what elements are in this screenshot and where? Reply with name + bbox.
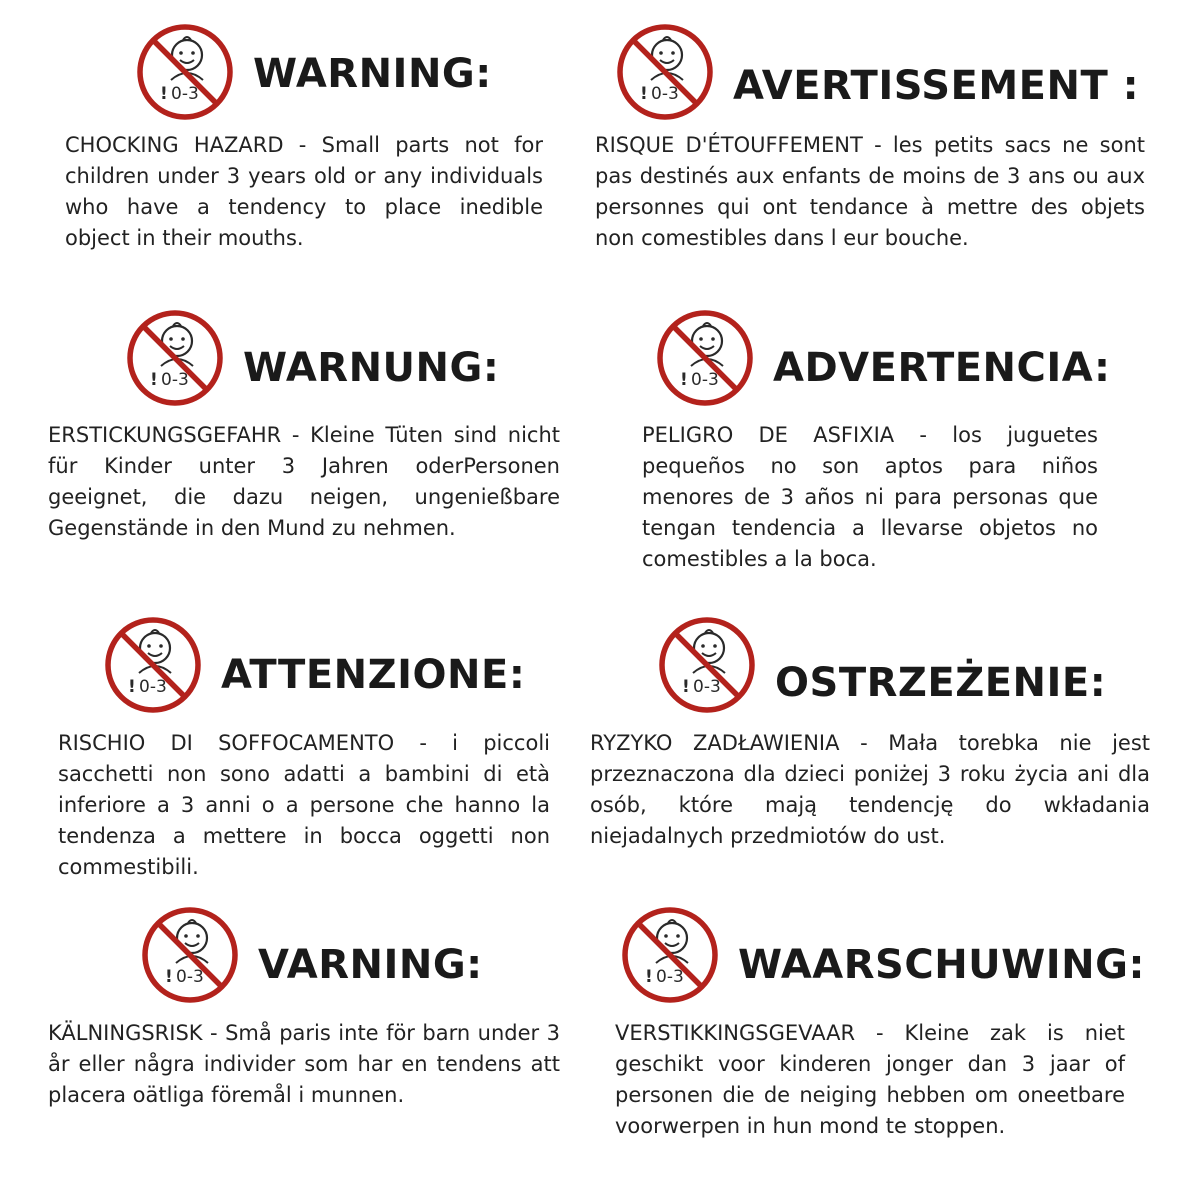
icon-graphic bbox=[657, 615, 757, 715]
no-children-under-3-icon bbox=[655, 308, 755, 408]
warning-body-de: - Kleine Tüten sind nicht für Kinder unter 3 Jahren oderPersonen geeignet, die dazu neigen, ungenießbare Gegenstände in den Mund zu nehmen. bbox=[48, 423, 560, 540]
icon-age-label: 0-3 bbox=[161, 370, 189, 390]
icon-exclamation: ! bbox=[150, 370, 158, 390]
icon-graphic bbox=[620, 905, 720, 1005]
warning-body-es: - los juguetes pequeños no son aptos para niños menores de 3 años ni para personas que tengan tendencia a llevarse objetos no comestibles a la boca. bbox=[642, 423, 1098, 571]
warning-lead-es: PELIGRO DE ASFIXIA bbox=[642, 423, 895, 447]
icon-graphic bbox=[615, 22, 715, 122]
icon-exclamation: ! bbox=[165, 967, 173, 987]
warning-lead-fr: RISQUE D'ÉTOUFFEMENT bbox=[595, 133, 863, 157]
icon-exclamation: ! bbox=[680, 370, 688, 390]
icon-graphic bbox=[125, 308, 225, 408]
no-children-under-3-icon bbox=[125, 308, 225, 408]
warning-text-fr bbox=[595, 130, 1145, 254]
no-children-under-3-icon bbox=[135, 22, 235, 122]
icon-age-label: 0-3 bbox=[651, 84, 679, 104]
warning-body-en: - Small parts not for children under 3 years old or any individuals who have a tendency to place inedible object in their mouths. bbox=[65, 133, 543, 250]
icon-age-label: 0-3 bbox=[693, 677, 721, 697]
warning-body-nl: - Kleine zak is niet geschikt voor kinderen jonger dan 3 jaar of personen die de neiging hebben om oneetbare voorwerpen in hun mond te stoppen. bbox=[615, 1021, 1125, 1138]
icon-age-label: 0-3 bbox=[656, 967, 684, 987]
icon-graphic bbox=[103, 615, 203, 715]
no-children-under-3-icon bbox=[140, 905, 240, 1005]
no-children-under-3-icon bbox=[657, 615, 757, 715]
warning-body-it: - i piccoli sacchetti non sono adatti a bambini di età inferiore a 3 anni o a persone che hanno la tendenza a mettere in bocca oggetti non commestibili. bbox=[58, 731, 550, 879]
warning-lead-de: ERSTICKUNGSGEFAHR bbox=[48, 423, 282, 447]
icon-age-label: 0-3 bbox=[691, 370, 719, 390]
warning-title-nl: WAARSCHUWING: bbox=[738, 942, 1145, 988]
warning-lead-sv: KÄLNINGSRISK bbox=[48, 1021, 203, 1045]
warning-body-pl: - Mała torebka nie jest przeznaczona dla dzieci poniżej 3 roku życia ani dla osób, które mają tendencję do wkładania niejadalnych przedmiotów do ust. bbox=[590, 731, 1151, 848]
warning-text-it bbox=[58, 728, 550, 883]
warning-lead-pl: RYZYKO ZADŁAWIENIA bbox=[590, 731, 840, 755]
warning-title-en: WARNING: bbox=[253, 51, 492, 97]
warning-body-sv: - Små paris inte för barn under 3 år eller några individer som har en tendens att placera oätliga föremål i munnen. bbox=[48, 1021, 560, 1107]
icon-exclamation: ! bbox=[160, 84, 168, 104]
warning-title-es: ADVERTENCIA: bbox=[773, 345, 1111, 391]
icon-age-label: 0-3 bbox=[171, 84, 199, 104]
warning-text-nl bbox=[615, 1018, 1125, 1142]
warning-body-fr: - les petits sacs ne sont pas destinés aux enfants de moins de 3 ans ou aux personnes qui ont tendance à mettre des objets non comestibles dans l eur bouche. bbox=[595, 133, 1146, 250]
icon-graphic bbox=[140, 905, 240, 1005]
icon-age-label: 0-3 bbox=[176, 967, 204, 987]
icon-exclamation: ! bbox=[640, 84, 648, 104]
no-children-under-3-icon bbox=[103, 615, 203, 715]
icon-graphic bbox=[655, 308, 755, 408]
warning-lead-nl: VERSTIKKINGSGEVAAR bbox=[615, 1021, 856, 1045]
warning-title-de: WARNUNG: bbox=[243, 345, 500, 391]
icon-exclamation: ! bbox=[645, 967, 653, 987]
no-children-under-3-icon bbox=[620, 905, 720, 1005]
icon-age-label: 0-3 bbox=[139, 677, 167, 697]
warning-text-de bbox=[48, 420, 560, 544]
warning-text-es bbox=[642, 420, 1098, 575]
icon-exclamation: ! bbox=[128, 677, 136, 697]
warning-text-pl bbox=[590, 728, 1150, 852]
warning-lead-it: RISCHIO DI SOFFOCAMENTO bbox=[58, 731, 395, 755]
warning-text-en bbox=[65, 130, 543, 254]
warning-title-sv: VARNING: bbox=[258, 942, 483, 988]
icon-exclamation: ! bbox=[682, 677, 690, 697]
warning-title-fr: AVERTISSEMENT : bbox=[733, 63, 1140, 109]
warning-title-pl: OSTRZEŻENIE: bbox=[775, 660, 1107, 706]
warning-text-sv bbox=[48, 1018, 560, 1111]
icon-graphic bbox=[135, 22, 235, 122]
warning-title-it: ATTENZIONE: bbox=[221, 652, 526, 698]
warning-lead-en: CHOCKING HAZARD bbox=[65, 133, 284, 157]
no-children-under-3-icon bbox=[615, 22, 715, 122]
